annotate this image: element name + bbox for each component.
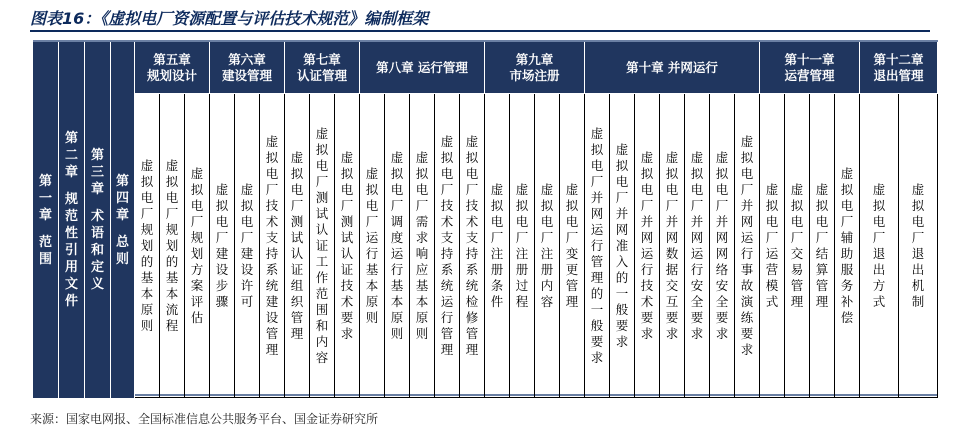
- section-item: [135, 94, 160, 398]
- section-item: [460, 94, 485, 398]
- section-item: [635, 94, 660, 398]
- section-item-text: 虚拟电厂测试认证工作范围和内容: [315, 125, 329, 365]
- section-item: [410, 94, 435, 398]
- section-item-text: 虚拟电厂规划的基本流程: [165, 157, 179, 333]
- chapter-title-line: 退出管理: [873, 67, 924, 83]
- section-item-text: 虚拟电厂辅助服务补偿: [840, 165, 854, 325]
- chapter-title-line: 第十一章: [784, 51, 835, 67]
- section-item-text: 虚拟电厂需求响应基本原则: [415, 149, 429, 341]
- chapter-header-9: [485, 42, 585, 94]
- section-item: [210, 94, 235, 398]
- section-item-text: 虚拟电厂运营模式: [765, 181, 779, 309]
- figure-title: 图表16：《虚拟电厂资源配置与评估技术规范》编制框架: [30, 9, 429, 28]
- standalone-chapter-4: [111, 42, 135, 398]
- section-item-text: 虚拟电厂运行基本原则: [365, 165, 379, 325]
- section-item: [310, 94, 335, 398]
- chapter-label: 术 语 和 定 义: [90, 209, 104, 292]
- section-item: [335, 94, 360, 398]
- chapter-title-line: 运营管理: [784, 67, 835, 83]
- section-item-text: 虚拟电厂结算管理: [815, 181, 829, 309]
- section-item-text: 虚拟电厂规划的基本原则: [140, 157, 154, 333]
- standalone-chapter-1: [33, 42, 59, 398]
- framework-diagram: [33, 40, 938, 396]
- section-item-text: 虚拟电厂调度运行基本原则: [390, 149, 404, 341]
- chapter-title-line: 第九章: [515, 51, 554, 67]
- chapter-title-line: 第十章 并网运行: [626, 59, 718, 75]
- chapter-label: 总 则: [115, 234, 129, 267]
- section-item-text: 虚拟电厂交易管理: [790, 181, 804, 309]
- section-item: [510, 94, 535, 398]
- section-item-text: 虚拟电厂技术支持系统检修管理: [465, 133, 479, 357]
- section-item-text: 虚拟电厂测试认证组织管理: [290, 149, 304, 341]
- section-item-text: 虚拟电厂并网运行管理的一般要求: [590, 125, 604, 365]
- section-item: [760, 94, 785, 398]
- section-item-text: 虚拟电厂技术支持系统运行管理: [440, 133, 454, 357]
- section-item-text: 虚拟电厂技术支持系统建设管理: [265, 133, 279, 357]
- source-note: 来源：国家电网报、全国标准信息公共服务平台、国金证券研究所: [30, 412, 379, 426]
- chapter-header-8: [360, 42, 485, 94]
- section-item-text: 虚拟电厂退出方式: [872, 181, 886, 309]
- chapter-number: 第 三 章: [90, 148, 104, 197]
- section-item: [810, 94, 835, 398]
- section-item-text: 虚拟电厂注册内容: [540, 181, 554, 309]
- section-item: [235, 94, 260, 398]
- section-item: [260, 94, 285, 398]
- section-item-text: 虚拟电厂并网准入的一般要求: [615, 141, 629, 349]
- section-item-text: 虚拟电厂退出机制: [911, 181, 925, 309]
- chapter-header-10: [585, 42, 760, 94]
- section-item: [685, 94, 710, 398]
- section-item-text: 虚拟电厂变更管理: [565, 181, 579, 309]
- chapter-title-line: 第六章: [228, 51, 266, 67]
- section-item: [585, 94, 610, 398]
- section-item-text: 虚拟电厂并网运行事故演练要求: [740, 133, 754, 357]
- standalone-chapter-2: [59, 42, 85, 398]
- section-item: [860, 94, 899, 398]
- chapter-title-line: 第八章 运行管理: [376, 59, 468, 75]
- section-item-text: 虚拟电厂并网数据交互要求: [665, 149, 679, 341]
- section-item: [485, 94, 510, 398]
- section-item-text: 虚拟电厂注册条件: [490, 181, 504, 309]
- section-item: [360, 94, 385, 398]
- section-item-text: 虚拟电厂建设步骤: [215, 181, 229, 309]
- section-item-text: 虚拟电厂并网运行技术要求: [640, 149, 654, 341]
- section-item-text: 虚拟电厂测试认证技术要求: [340, 149, 354, 341]
- chapter-number: 第 二 章: [64, 131, 78, 180]
- chapter-title-line: 第五章: [153, 51, 191, 67]
- chapter-header-11: [760, 42, 860, 94]
- chapter-header-6: [210, 42, 285, 94]
- chapter-label: 规 范 性 引 用 文 件: [64, 192, 78, 309]
- chapter-header-7: [285, 42, 360, 94]
- chapter-title-line: 第十二章: [873, 51, 924, 67]
- section-item: [660, 94, 685, 398]
- section-item: [610, 94, 635, 398]
- section-item: [185, 94, 210, 398]
- section-item: [899, 94, 938, 398]
- section-item: [785, 94, 810, 398]
- section-item: [735, 94, 760, 398]
- chapter-header-12: [860, 42, 938, 94]
- chapter-title-line: 第七章: [303, 51, 341, 67]
- section-item-text: 虚拟电厂建设许可: [240, 181, 254, 309]
- chapter-header-5: [135, 42, 210, 94]
- section-item: [535, 94, 560, 398]
- section-item-text: 虚拟电厂注册过程: [515, 181, 529, 309]
- chapter-title-line: 市场注册: [509, 67, 560, 83]
- section-item: [285, 94, 310, 398]
- section-item: [435, 94, 460, 398]
- chapter-label: 范 围: [38, 234, 52, 267]
- chapter-title-line: 规划设计: [146, 67, 197, 83]
- section-item: [385, 94, 410, 398]
- title-rule: [30, 30, 930, 32]
- chapter-number: 第 四 章: [115, 173, 129, 223]
- section-item-text: 虚拟电厂并网运行安全要求: [690, 149, 704, 341]
- section-item-text: 虚拟电厂并网网络安全要求: [715, 149, 729, 341]
- section-item: [160, 94, 185, 398]
- chapter-number: 第 一 章: [38, 173, 52, 223]
- section-item: [710, 94, 735, 398]
- section-item-text: 虚拟电厂规划方案评估: [190, 165, 204, 325]
- chapter-title-line: 建设管理: [221, 67, 272, 83]
- standalone-chapter-3: [85, 42, 111, 398]
- section-item: [560, 94, 585, 398]
- section-item: [835, 94, 860, 398]
- chapter-title-line: 认证管理: [296, 67, 347, 83]
